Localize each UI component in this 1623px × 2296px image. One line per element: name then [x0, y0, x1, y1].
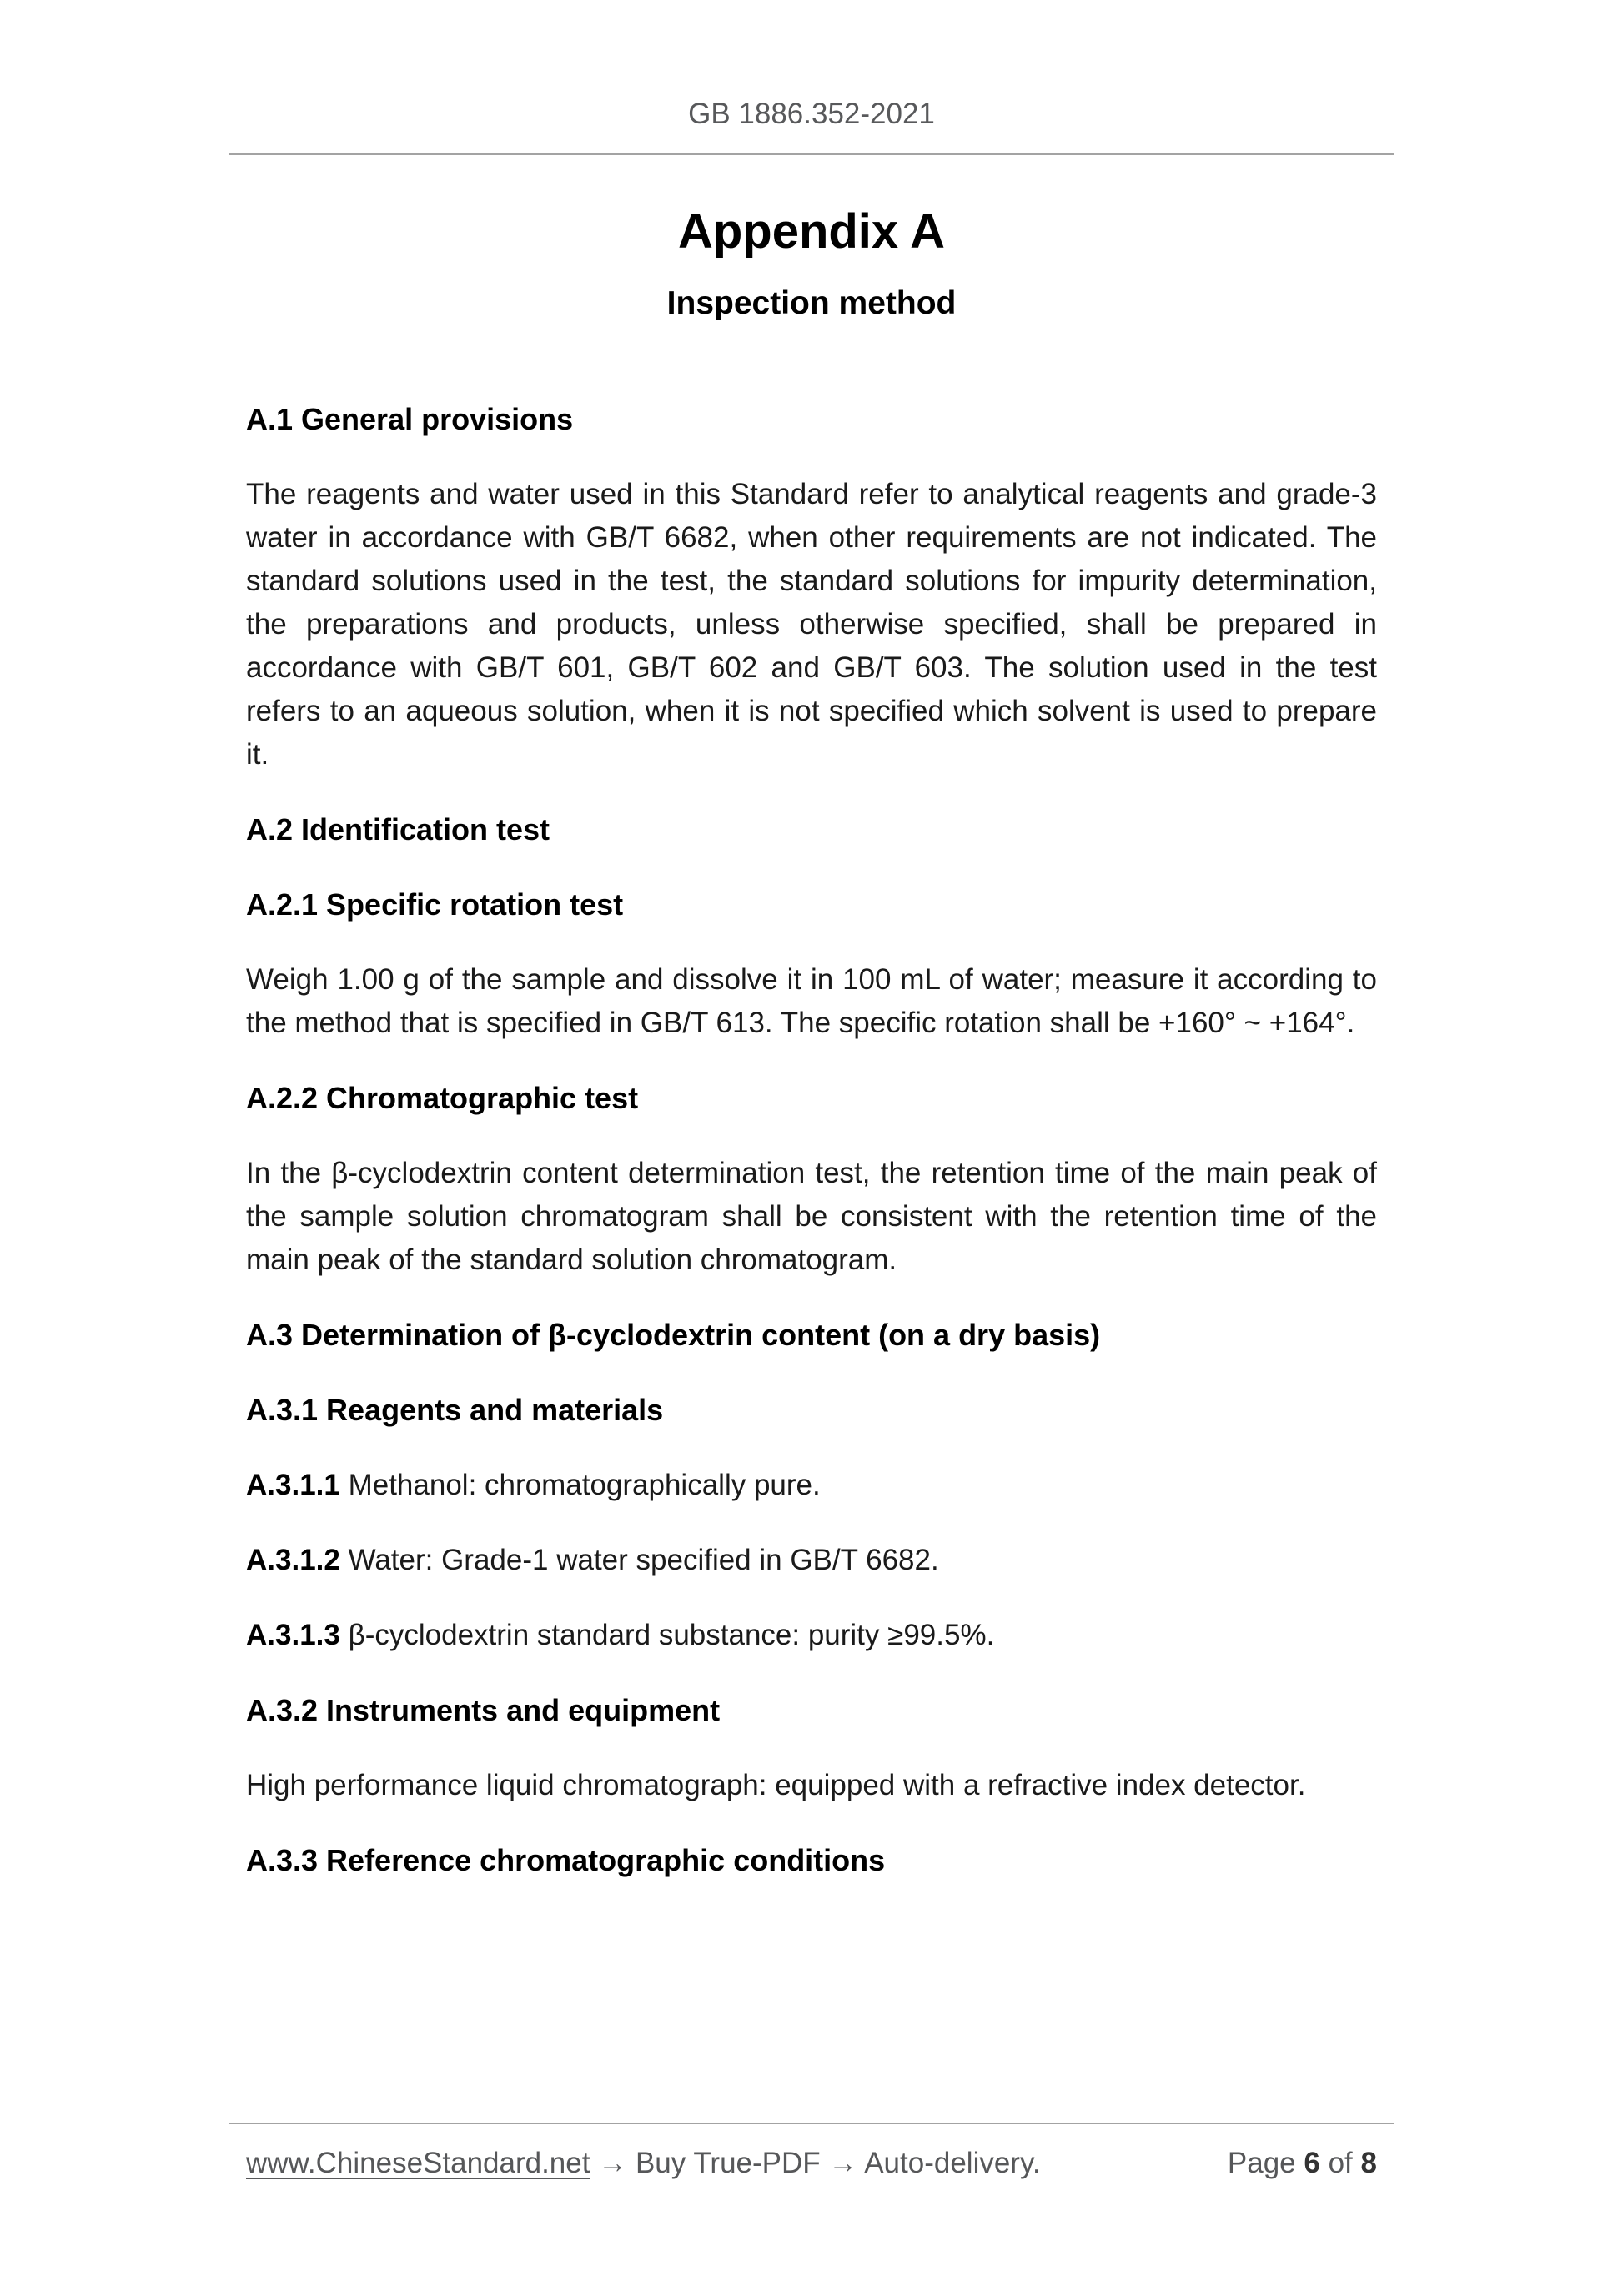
page-indicator — [1228, 2142, 1377, 2185]
section-heading-a2: A.2 Identification test — [246, 812, 550, 847]
section-heading-a31: A.3.1 Reagents and materials — [246, 1393, 664, 1427]
footer-divider — [229, 2123, 1394, 2124]
paragraph-a32: High performance liquid chromatograph: equipped with a refractive index detector. — [246, 1769, 1306, 1801]
arrow-right-icon: → — [828, 2147, 858, 2179]
clause-number-a311: A.3.1.1 — [246, 1469, 340, 1501]
clause-text-a313: β-cyclodextrin standard substance: purity ≥99.5%. — [339, 1619, 995, 1651]
clause-number-a313: A.3.1.3 — [246, 1619, 340, 1651]
chinesestandard-link[interactable]: www.ChineseStandard.net — [246, 2147, 590, 2179]
paragraph-a1: The reagents and water used in this Standard refer to analytical reagents and grade-3 water in accordance with GB/T 6682, when other requirements are not indicated. The standard solutions used in the test, the standard solutions for impurity determination, the preparations and products, unless otherwise specified, shall be prepared in accordance with GB/T 601, GB/T 602 and GB/T 603. The solution used in the test refers to an aqueous solution, when it is not specified which solvent is used to prepare it. — [246, 478, 1377, 771]
section-heading-a21: A.2.1 Specific rotation test — [246, 887, 624, 922]
section-heading-a22: A.2.2 Chromatographic test — [246, 1081, 639, 1115]
page-footer — [246, 2142, 1377, 2185]
section-heading-a33: A.3.3 Reference chromatographic conditions — [246, 1843, 886, 1877]
arrow-right-icon: → — [598, 2147, 628, 2179]
clause-text-a312: Water: Grade-1 water specified in GB/T 6682. — [339, 1544, 939, 1576]
paragraph-a313 — [246, 1614, 1377, 1657]
appendix-title: Appendix A — [677, 204, 946, 259]
section-heading-a32: A.3.2 Instruments and equipment — [246, 1693, 721, 1727]
section-heading-a3: A.3 Determination of β-cyclodextrin content (on a dry basis) — [246, 1318, 1101, 1352]
running-header-standard-code: GB 1886.352-2021 — [688, 98, 935, 130]
paragraph-a312 — [246, 1539, 1377, 1582]
footer-promo — [246, 2142, 1041, 2185]
page-total: 8 — [1360, 2147, 1377, 2179]
paragraph-a21: Weigh 1.00 g of the sample and dissolve it in 100 mL of water; measure it according to the method that is specified in GB/T 613. The specific rotation shall be +160° ~ +164°. — [246, 963, 1377, 1039]
paragraph-a311 — [246, 1464, 1377, 1507]
appendix-subtitle: Inspection method — [666, 285, 957, 321]
page-content — [246, 0, 1377, 1914]
clause-text-a311: Methanol: chromatographically pure. — [339, 1469, 821, 1501]
page-label: Page — [1227, 2147, 1296, 2179]
clause-number-a312: A.3.1.2 — [246, 1544, 340, 1576]
paragraph-a22: In the β-cyclodextrin content determination test, the retention time of the main peak of the sample solution chromatogram shall be consistent with the retention time of the main peak of the standard solution chromatogram. — [246, 1157, 1377, 1276]
page-number: 6 — [1304, 2147, 1320, 2179]
section-heading-a1: A.1 General provisions — [246, 402, 574, 436]
page-of-label: of — [1328, 2147, 1353, 2179]
footer-delivery-text: Auto-delivery. — [864, 2147, 1041, 2179]
footer-buy-text: Buy True-PDF — [635, 2147, 821, 2179]
